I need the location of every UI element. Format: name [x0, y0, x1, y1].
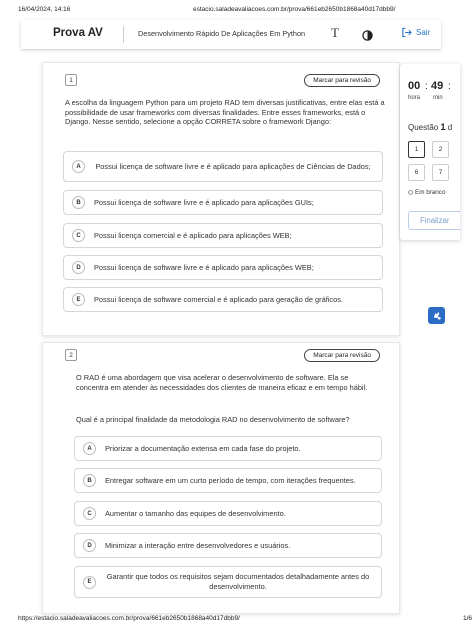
option-a[interactable]	[74, 436, 382, 461]
option-text: Aumentar o tamanho das equipes de desenvolvimento.	[105, 508, 286, 518]
timer-separator: :	[425, 81, 428, 92]
option-letter: E	[83, 576, 96, 589]
top-bar	[21, 20, 441, 49]
option-letter: C	[72, 229, 85, 242]
option-letter: D	[83, 539, 96, 552]
option-letter: D	[72, 261, 85, 274]
question-card-2	[42, 342, 400, 614]
timer-minutes: 49	[431, 80, 444, 92]
option-letter: B	[83, 474, 96, 487]
option-text: Entregar software em um curto período de tempo, com iterações frequentes.	[105, 475, 356, 485]
option-letter: C	[83, 507, 96, 520]
option-letter: A	[83, 442, 96, 455]
print-page-number: 1/6	[463, 615, 473, 622]
question-counter-prefix: Questão	[408, 123, 439, 132]
print-footer-url: https://estacio.saladeavaliacoes.com.br/prova/661eb2650b1868a40d17dbb9/	[18, 615, 240, 622]
option-text: Possui licença de software livre e é aplicado para aplicações GUIs;	[94, 197, 314, 207]
legend-blank-label: Em branco	[415, 189, 446, 196]
timer-minutes-label: min	[433, 95, 443, 101]
print-date: 16/04/2024, 14:16	[18, 6, 71, 13]
course-title: Desenvolvimento Rápido De Aplicações Em Python	[138, 29, 306, 38]
header-divider	[123, 26, 124, 43]
timer-separator: :	[448, 81, 451, 92]
option-text: Possui licença comercial e é aplicado para aplicações WEB;	[94, 230, 292, 240]
nav-question-7[interactable]: 7	[432, 164, 449, 181]
contrast-icon[interactable]	[362, 28, 373, 39]
nav-question-6[interactable]: 6	[408, 164, 425, 181]
finish-button[interactable]: Finalizar	[408, 211, 460, 230]
option-letter: E	[72, 293, 85, 306]
timer-panel	[400, 64, 460, 240]
logout-label: Sair	[416, 28, 431, 37]
option-a[interactable]	[63, 151, 383, 182]
question-counter-current: 1	[440, 122, 446, 132]
sign-language-icon	[431, 310, 442, 321]
option-e[interactable]	[74, 566, 382, 598]
print-header	[18, 6, 474, 18]
question-number: 1	[65, 74, 77, 86]
print-url: estacio.saladeavaliacoes.com.br/prova/661eb2650b1868a40d17dbb9/	[193, 6, 396, 13]
option-c[interactable]	[63, 223, 383, 248]
question-counter	[408, 122, 452, 132]
nav-question-2[interactable]: 2	[432, 141, 449, 158]
option-d[interactable]	[63, 255, 383, 280]
logout-button[interactable]	[401, 27, 430, 38]
option-text: Priorizar a documentação extensa em cada fase do projeto.	[105, 443, 301, 453]
option-b[interactable]	[74, 468, 382, 493]
option-d[interactable]	[74, 533, 382, 558]
brand-title: Prova AV	[53, 27, 103, 39]
option-text: Possui licença de software comercial e é aplicado para geração de gráficos.	[94, 294, 343, 304]
mark-review-button[interactable]: Marcar para revisão	[304, 349, 380, 362]
question-number: 2	[65, 349, 77, 361]
question-counter-suffix: d	[447, 123, 453, 132]
option-letter: A	[72, 160, 85, 173]
logout-icon	[401, 27, 412, 38]
question-prompt: Qual é a principal finalidade da metodologia RAD no desenvolvimento de software?	[76, 415, 350, 424]
legend-dot-icon	[408, 190, 413, 195]
timer-hours-label: hora	[408, 95, 421, 101]
option-c[interactable]	[74, 501, 382, 526]
option-e[interactable]	[63, 287, 383, 312]
option-b[interactable]	[63, 190, 383, 215]
question-text: A escolha da linguagem Python para um projeto RAD tem diversas justificativas, entre elas está a possibilidade de usar frameworks com diversas finalidades. Entre esses frameworks, está o Django. Nesse sentido, selecione a opção CORRETA sobre o framework Django:	[65, 98, 385, 127]
mark-review-button[interactable]: Marcar para revisão	[304, 74, 380, 87]
option-text: Possui licença de software livre e é aplicado para aplicações WEB;	[94, 262, 314, 272]
legend-blank	[408, 189, 445, 196]
question-card-1	[42, 62, 400, 336]
option-text: Possui licença de software livre e é aplicado para aplicações de Ciências de Dados;	[95, 161, 371, 171]
nav-question-1[interactable]: 1	[408, 141, 425, 158]
question-text: O RAD é uma abordagem que visa acelerar o desenvolvimento de software. Ela se concentra em atender às necessidades dos clientes de maneira eficaz e em tempo hábil.	[76, 373, 368, 392]
option-text: Minimizar a interação entre desenvolvedores e usuários.	[105, 540, 291, 550]
timer-hours: 00	[408, 80, 421, 92]
option-letter: B	[72, 196, 85, 209]
accessibility-button[interactable]	[428, 307, 445, 324]
font-size-icon[interactable]: T	[331, 25, 339, 40]
option-text: Garantir que todos os requisitos sejam documentados detalhadamente antes do desenvolvimento.	[106, 572, 370, 591]
print-footer	[18, 615, 474, 622]
